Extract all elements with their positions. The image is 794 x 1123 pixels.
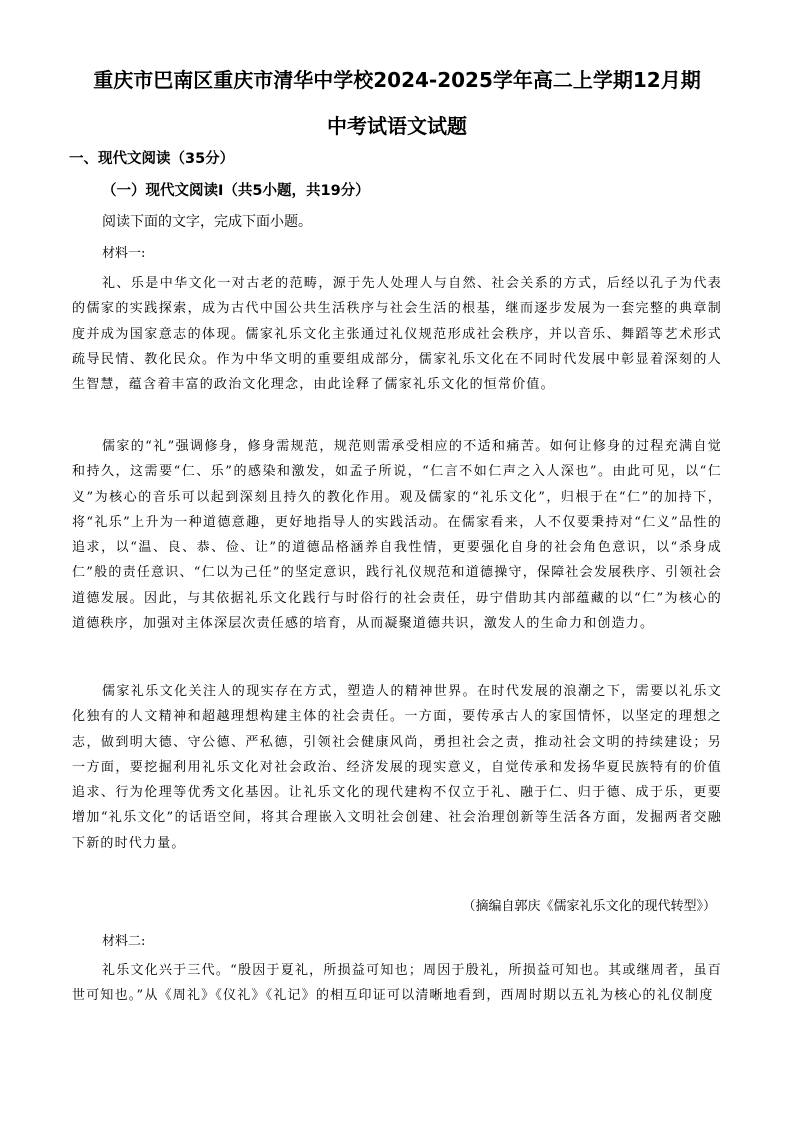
material-one-source: （摘编自郭庆《儒家礼乐文化的现代转型》） [462,899,716,914]
material-two-label: 材料二: [102,934,146,949]
material-one-paragraph: 儒家的“礼”强调修身，修身需规范，规范则需承受相应的不适和痛苦。如何让修身的过程充满自觉和持久，这需要“仁、乐”的感染和激发，如孟子所说，“仁言不如仁声之入人深也”。由此可见，以“仁义”为核心的音乐可以起到深刻且持久的教化作用。观及儒家的“礼乐文化”，归根于在“仁”的加持下，将“礼乐”上升为一种道德意趣，更好地指导人的实践活动。在儒家看来，人不仅要秉持对“仁义”品性的追求，以“温、良、恭、俭、让”的道德品格涵养自我性情，更要强化自身的社会角色意识，以“杀身成仁”般的责任意识、“仁以为己任”的坚定意识，践行礼仪规范和道德操守，保障社会发展秩序、引领社会道德发展。因此，与其依据礼乐文化践行与时俗行的社会责任，毋宁借助其内部蕴藏的以“仁”为核心的道德秩序，加强对主体深层次责任感的培育，从而凝聚道德共识，激发人的生命力和创造力。 [72,439,722,632]
material-one-paragraph: 礼、乐是中华文化一对古老的范畴，源于先人处理人与自然、社会关系的方式，后经以孔子为代表的儒家的实践探索，成为古代中国公共生活秩序与社会生活的根基，继而逐步发展为一套完整的典章制度并成为国家意志的体现。儒家礼乐文化主张通过礼仪规范形成社会秩序，并以音乐、舞蹈等艺术形式疏导民情、教化民众。作为中华文明的重要组成部分，儒家礼乐文化在不同时代发展中彰显着深刻的人生智慧，蕴含着丰富的政治文化理念，由此诠释了儒家礼乐文化的恒常价值。 [72,276,722,393]
document-title-line-2: 中考试语文试题 [327,114,467,138]
reading-instruction: 阅读下面的文字，完成下面小题。 [102,214,312,230]
document-title-line-1: 重庆市巴南区重庆市清华中学校2024-2025学年高二上学期12月期 [93,68,701,92]
material-two-paragraph: 礼乐文化兴于三代。“殷因于夏礼，所损益可知也；周因于殷礼，所损益可知也。其或继周者，虽百世可知也。”从《周礼》《仪礼》《礼记》的相互印证可以清晰地看到，西周时期以五礼为核心的礼仪制度 [72,963,722,1004]
material-one-paragraph: 儒家礼乐文化关注人的现实存在方式，塑造人的精神世界。在时代发展的浪潮之下，需要以礼乐文化独有的人文精神和超越理想构建主体的社会责任。一方面，要传承古人的家国情怀，以坚定的理想之志，做到明大德、守公德、严私德，引领社会健康风尚，勇担社会之责，推动社会文明的持续建设；另一方面，要挖掘利用礼乐文化对社会政治、经济发展的现实意义，自觉传承和发扬华夏民族特有的价值追求、行为伦理等优秀文化基因。让礼乐文化的现代建构不仅立于礼、融于仁、归于德、成于乐，更要增加“礼乐文化”的话语空间，将其合理嵌入文明社会创建、社会治理创新等生活各方面，发掘两者交融下新的时代力量。 [72,684,722,851]
subsection-heading: （一）现代文阅读Ⅰ（共5小题，共19分） [102,183,370,199]
material-one-label: 材料一: [102,246,146,261]
section-heading: 一、现代文阅读（35分） [69,151,235,167]
